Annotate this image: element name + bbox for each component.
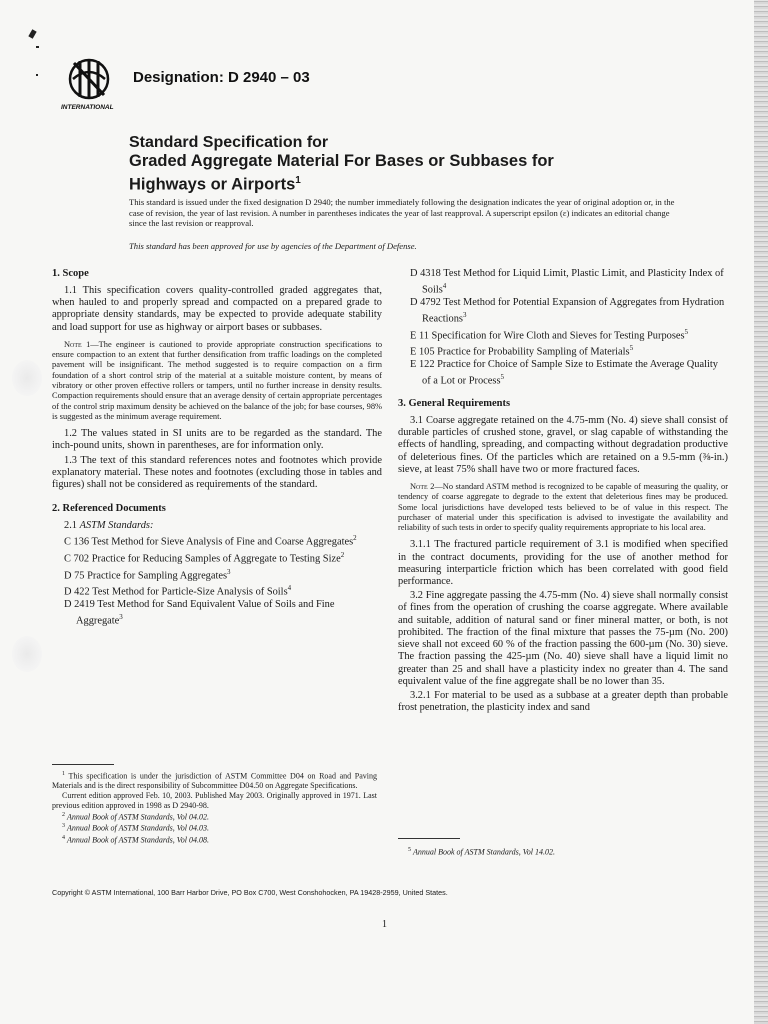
- footnotes-left: [52, 770, 377, 845]
- note-1: [52, 340, 382, 422]
- footnote-5: $^5$ Annual Book of ASTM Standards, Vol 14.02.: [408, 847, 555, 857]
- ref-item-text: D 4318 Test Method for Liquid Limit, Plastic Limit, and Plasticity Index of Soils: [410, 268, 724, 296]
- ref-item-text: C 136 Test Method for Sieve Analysis of Fine and Coarse Aggregates: [64, 536, 354, 548]
- ref-item-footnote-mark: 3: [462, 311, 467, 320]
- ref-item-footnote-mark: 5: [684, 327, 689, 336]
- title-line-2: Graded Aggregate Material For Bases or Subbases for: [129, 152, 554, 170]
- ref-item-footnote-mark: 5: [500, 373, 504, 382]
- scope-heading: 1. Scope: [52, 268, 89, 279]
- refs-heading: 2. Referenced Documents: [52, 503, 166, 515]
- left-ref-item: [52, 599, 382, 628]
- ref-item-footnote-mark: 2: [340, 551, 345, 560]
- refs-2-1-num: 2.1: [64, 520, 77, 532]
- scan-speck: [36, 74, 38, 76]
- title-line-1: Standard Specification for: [129, 134, 329, 151]
- right-ref-item: [398, 268, 728, 297]
- left-ref-item: [52, 582, 382, 599]
- right-ref-item: [398, 326, 728, 343]
- note-1-text: —The engineer is cautioned to provide appropriate construction specifications to ensure compaction to an extent that further densification from traffic loadings on the completed pavement will be insignificant. The method suggested is to require compaction on a firm foundation of a short control strip of the material at a suitable moisture content, by means of vibratory or other proven effective rollers or tampers, until no further increase in density results. Compaction requirements should ensure that an average density of certain appropriate percentages of the control strip maximum density be achieved on the balance of the job; for base courses, 98% is suggested as the minimum average requirement.: [52, 339, 383, 421]
- right-column: [398, 268, 728, 716]
- note-2-label: Note 2: [410, 481, 435, 491]
- refs-2-1-title: ASTM Standards:: [79, 520, 154, 532]
- ref-item-footnote-mark: 3: [227, 567, 231, 576]
- general-3-1: 3.1 Coarse aggregate retained on the 4.75-mm (No. 4) sieve shall consist of durable particles of crushed stone, gravel, or slag capable of withstanding the effects of handling, spreading, and compacting without degradation productive of deleterious fines. Of the particles which are retained on a 9.5-mm (⅜-in.) sieve, at least 75% shall have two or more fractured faces.: [398, 414, 728, 475]
- approved-note: This standard has been approved for use by agencies of the Department of Defense.: [129, 241, 417, 251]
- punch-hole-bottom: [12, 636, 42, 672]
- ref-item-text: E 122 Practice for Choice of Sample Size to Estimate the Average Quality of a Lot or Process: [410, 359, 718, 387]
- scope-1-3: 1.3 The text of this standard references notes and footnotes which provide explanatory material. These notes and footnotes (excluding those in tables and figures) shall not be considered as requirements of the standard.: [52, 454, 382, 490]
- footnote-1b: Current edition approved Feb. 10, 2003. Published May 2003. Originally approved in 1971. Last previous edition approved in 1998 as D 2940-98.: [52, 791, 377, 811]
- ref-item-footnote-mark: 3: [119, 613, 123, 622]
- ref-item-text: E 11 Specification for Wire Cloth and Sieves for Testing Purposes: [410, 330, 685, 342]
- title-block: [129, 133, 689, 195]
- designation: Designation: D 2940 – 03: [133, 69, 310, 86]
- right-ref-item: [398, 342, 728, 359]
- footnote-rule-left: [52, 764, 114, 765]
- refs-2-1: [52, 520, 382, 532]
- right-ref-item: [398, 297, 728, 326]
- scan-speck: [36, 46, 39, 48]
- footnote-4: $^4$ Annual Book of ASTM Standards, Vol 04.08.: [62, 834, 209, 845]
- ref-item-footnote-mark: 4: [287, 584, 292, 593]
- refs-list-left: [52, 532, 382, 628]
- general-3-1-1: 3.1.1 The fractured particle requirement of 3.1 is modified when specified in the contract documents, providing for the use of another method for measuring interparticle friction which has been correlated with good field performance.: [398, 539, 728, 588]
- ref-item-text: D 2419 Test Method for Sand Equivalent Value of Soils and Fine Aggregate: [64, 599, 335, 627]
- astm-logo-icon: [60, 55, 122, 111]
- left-column: [52, 268, 382, 628]
- note-2-text: —No standard ASTM method is recognized to be capable of measuring the quality, or tendency of coarse aggregate to degrade to the extent that deleterious fines may be produced. Some local jurisdictions have developed tests believed to be of value in this respect. The purchaser of material under this specification is advised to investigate the availability and reliability of such tests in order to specify quality requirements appropriate to his local area.: [398, 481, 728, 533]
- ref-item-footnote-mark: 4: [442, 282, 447, 291]
- footnote-1: $^1$ This specification is under the jurisdiction of ASTM Committee D04 on Road and Paving Materials and is the direct responsibility of Subcommittee D04.50 on Aggregate Specifications.: [52, 771, 378, 791]
- footnote-3: $^3$ Annual Book of ASTM Standards, Vol 04.03.: [62, 823, 209, 833]
- general-heading: 3. General Requirements: [398, 397, 511, 409]
- left-ref-item: [52, 566, 382, 583]
- footnote-4-text: Annual Book of ASTM Standards, Vol 04.08.: [67, 835, 209, 845]
- refs-list-right: [398, 268, 728, 388]
- logo-caption: INTERNATIONAL: [61, 104, 114, 111]
- ref-item-text: E 105 Practice for Probability Sampling of Materials: [410, 346, 630, 358]
- left-ref-item: [52, 549, 382, 566]
- general-3-2-1: 3.2.1 For material to be used as a subbase at a greater depth than probable frost penetration, the plasticity index and sand: [398, 689, 728, 714]
- scan-speck: [28, 29, 36, 38]
- note-1-label: Note 1: [64, 339, 91, 349]
- title-line-3-text: Highways or Airports: [129, 175, 296, 194]
- footnote-2-text: Annual Book of ASTM Standards, Vol 04.02.: [67, 812, 209, 822]
- document-header: [60, 55, 700, 115]
- footnote-5-text: Annual Book of ASTM Standards, Vol 14.02.: [413, 847, 555, 857]
- ref-item-footnote-mark: 2: [353, 534, 357, 543]
- ref-item-text: D 4792 Test Method for Potential Expansion of Aggregates from Hydration Reactions: [410, 296, 725, 325]
- scan-edge: [754, 0, 768, 1024]
- footnote-1-text: This specification is under the jurisdiction of ASTM Committee D04 on Road and Paving Materials and is the direct responsibility of Subcommittee D04.50 on Aggregate Specifications.: [52, 771, 378, 791]
- title-line-3: [129, 171, 689, 195]
- ref-item-text: D 422 Test Method for Particle-Size Analysis of Soils: [64, 586, 288, 598]
- general-3-2: 3.2 Fine aggregate passing the 4.75-mm (No. 4) sieve shall normally consist of fines from the operation of crushing the coarse aggregate. Where available and suitable, addition of natural sand or finer mineral matter, or both, is not prohibited. The fraction of the final mixture that passes the 75-µm (No. 200) sieve shall not exceed 60 % of the fraction passing the 600-µm (No. 30) sieve. The fraction passing the 425-µm (No. 40) sieve shall have a liquid limit no greater than 25 and shall have a plasticity index no greater than 4. The sand equivalent value of the fine aggregate shall be no lower than 35.: [398, 590, 728, 687]
- title-footnote-mark: 1: [295, 175, 301, 186]
- issued-note: This standard is issued under the fixed designation D 2940; the number immediately following the designation indicates the year of original adoption or, in the case of revision, the year of last revision. A number in parentheses indicates the year of last reapproval. A superscript epsilon (ε) indicates an editorial change since the last revision or reapproval.: [129, 197, 675, 228]
- footnote-2: $^2$ Annual Book of ASTM Standards, Vol 04.02.: [62, 811, 209, 822]
- scope-1-2: 1.2 The values stated in SI units are to be regarded as the standard. The inch-pound units, shown in parentheses, are for information only.: [52, 428, 382, 452]
- ref-item-footnote-mark: 5: [629, 344, 634, 353]
- footnotes-right: [398, 846, 723, 857]
- note-2: [398, 482, 728, 533]
- ref-item-text: D 75 Practice for Sampling Aggregates: [64, 570, 228, 582]
- footnote-rule-right: [398, 838, 460, 839]
- ref-item-text: C 702 Practice for Reducing Samples of Aggregate to Testing Size: [64, 553, 341, 565]
- left-ref-item: [52, 532, 382, 549]
- footnote-3-text: Annual Book of ASTM Standards, Vol 04.03.: [67, 823, 209, 833]
- punch-hole-top: [12, 360, 42, 396]
- page-number: 1: [382, 919, 387, 930]
- scope-1-1: 1.1 This specification covers quality-controlled graded aggregates that, when hauled to and properly spread and compacted on a prepared grade to appropriate density standards, may be expected to provide adequate stability and load support for use as highway or airport bases or subbases.: [52, 285, 382, 333]
- copyright: Copyright © ASTM International, 100 Barr Harbor Drive, PO Box C700, West Conshohocken, PA 19428-2959, United States.: [52, 888, 448, 897]
- right-ref-item: [398, 359, 728, 388]
